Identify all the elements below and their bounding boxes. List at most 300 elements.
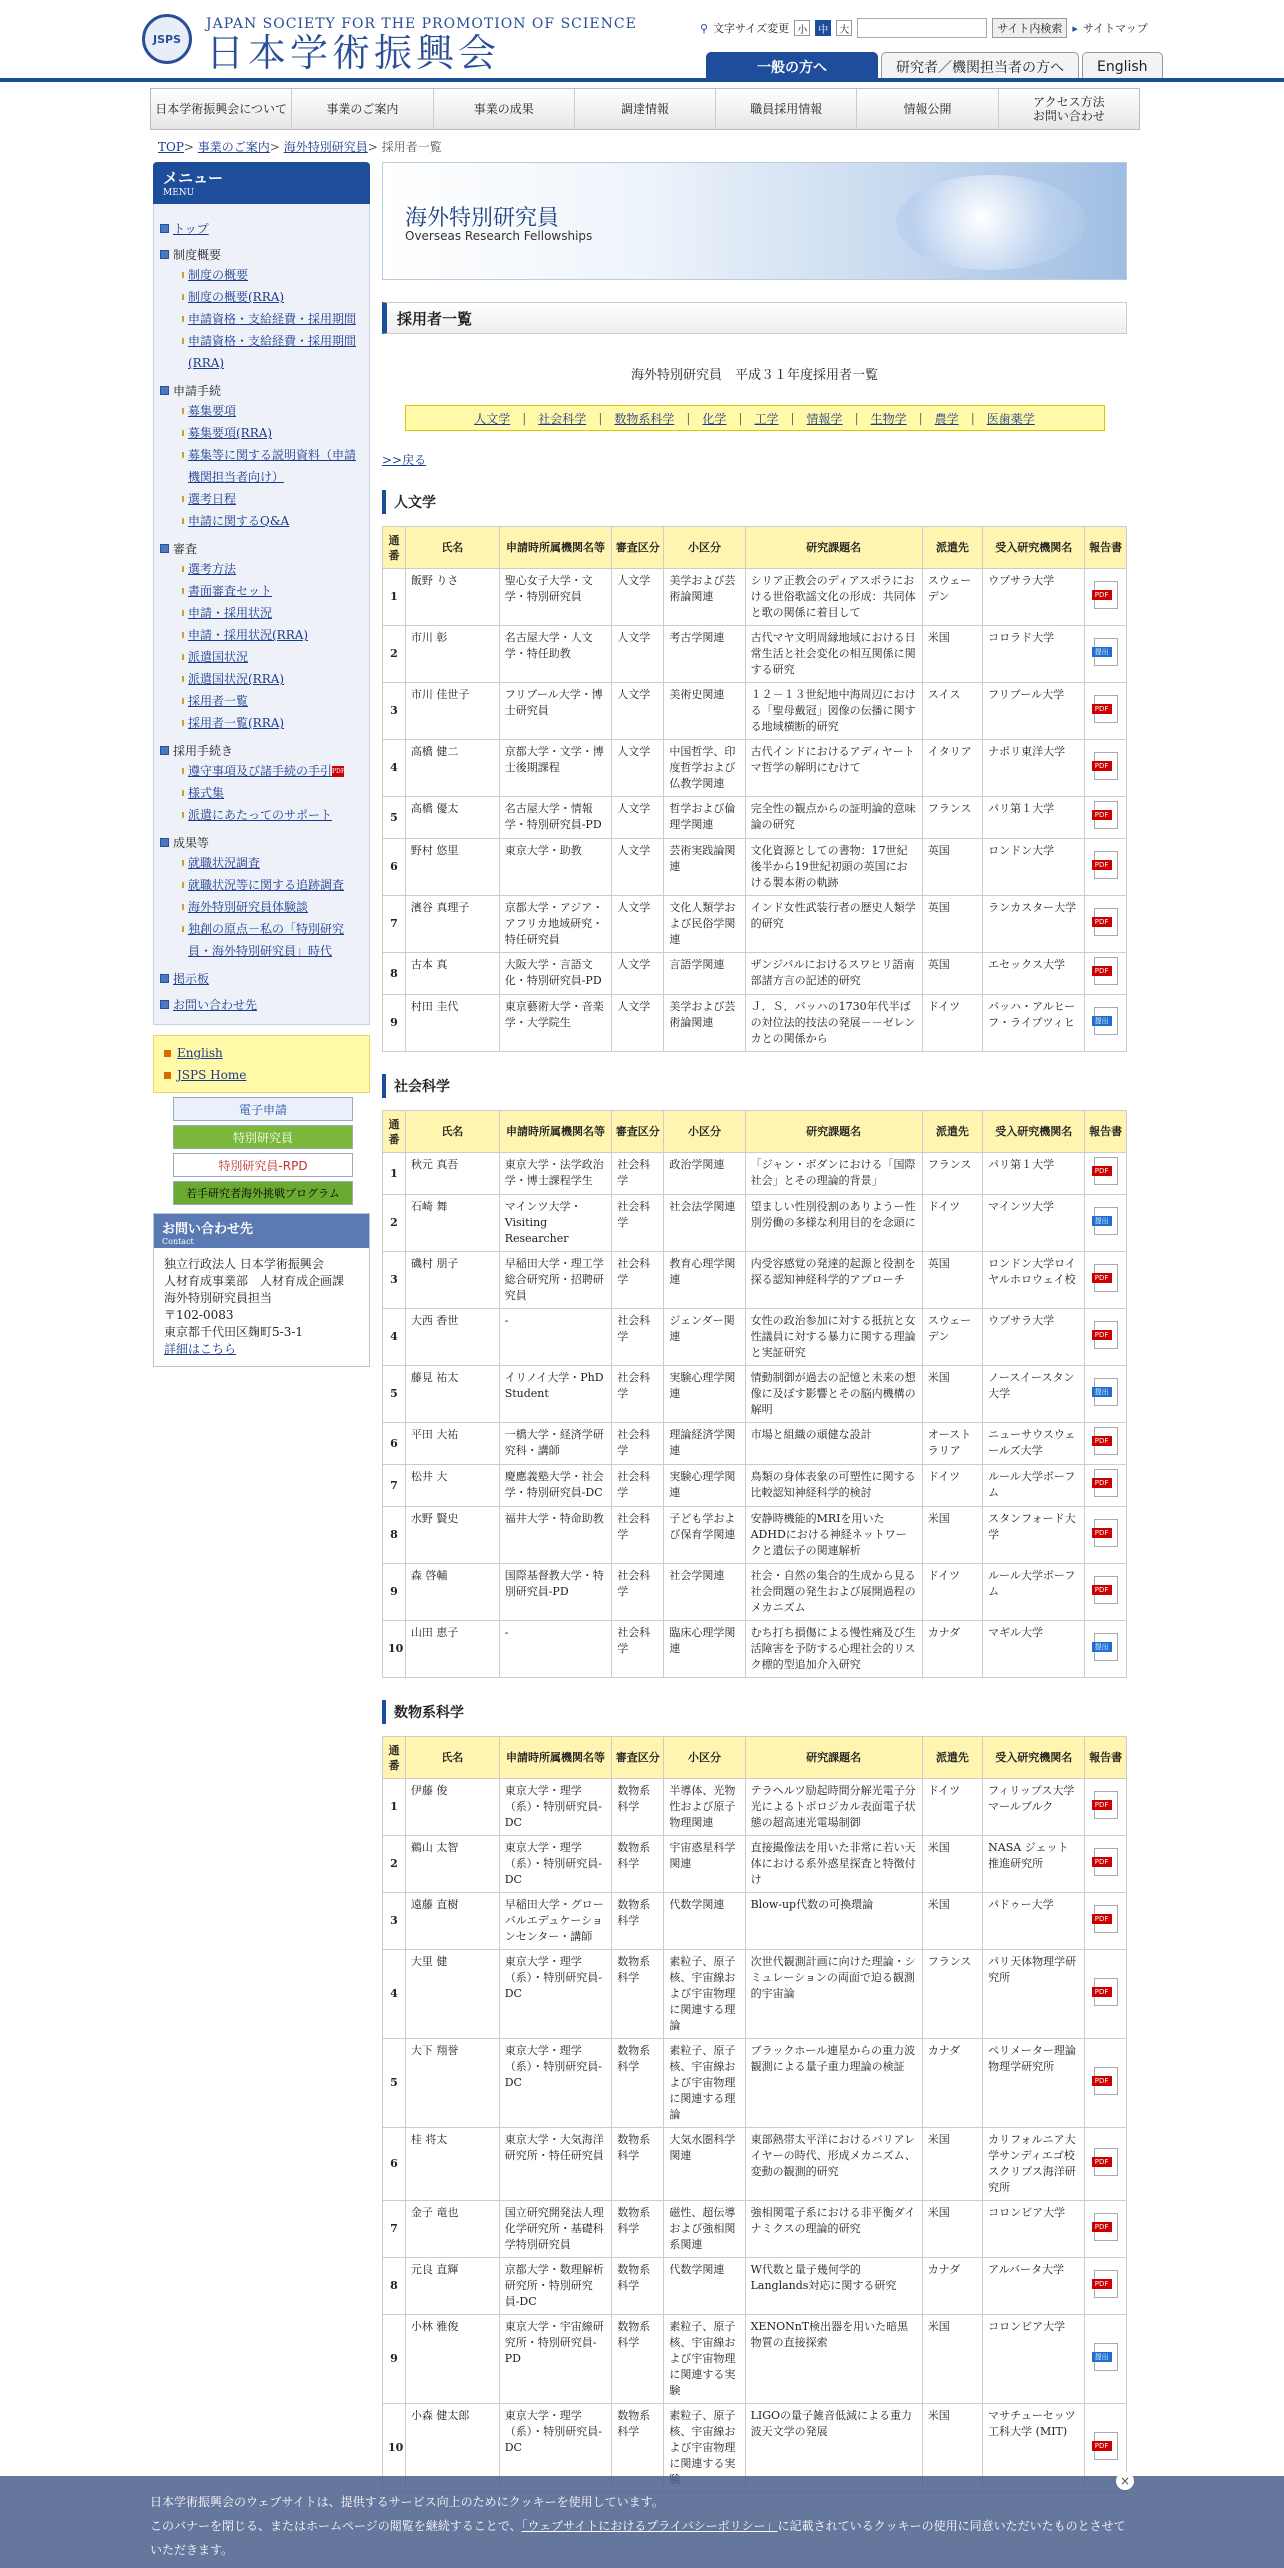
- audience-tabs: [706, 52, 1163, 80]
- fellow-name: 水野 賢史: [405, 1507, 499, 1564]
- destination-country: 英国: [922, 839, 982, 896]
- menu-item[interactable]: [182, 602, 363, 624]
- banner-fellowship[interactable]: 特別研究員: [173, 1125, 353, 1149]
- host-institution: マギル大学: [983, 1621, 1085, 1678]
- column-header: 研究課題名: [745, 1737, 922, 1779]
- table-row: [383, 626, 1127, 683]
- report-cell: [1085, 626, 1127, 683]
- report-label: PDF: [1092, 2222, 1112, 2232]
- column-header: 小区分: [664, 527, 745, 569]
- report-pending-icon[interactable]: [1094, 1378, 1118, 1406]
- tab-english[interactable]: English: [1082, 52, 1163, 80]
- category-separator: |: [854, 411, 859, 425]
- gnav-procurement[interactable]: 調達情報: [575, 89, 716, 129]
- report-pdf-icon[interactable]: [1094, 908, 1118, 936]
- table-row: [383, 797, 1127, 839]
- destination-country: ドイツ: [922, 1195, 982, 1252]
- review-area: 数物系科学: [612, 1836, 664, 1893]
- research-topic: 古代インドにおけるアディヤートマ哲学の解明にむけて: [745, 740, 922, 797]
- research-topic: XENONnT検出器を用いた暗黒物質の直接探索: [745, 2315, 922, 2404]
- menu-item[interactable]: [182, 760, 363, 782]
- hero-banner: [382, 162, 1127, 280]
- table-row: [383, 740, 1127, 797]
- affiliation: 東京大学・法学政治学・博士課程学生: [499, 1153, 612, 1195]
- menu-bullet-icon: [160, 250, 169, 259]
- report-pdf-icon[interactable]: [1094, 1848, 1118, 1876]
- sub-area: 言語学関連: [664, 953, 745, 995]
- category-separator: |: [918, 411, 923, 425]
- tab-researchers[interactable]: 研究者／機関担当者の方へ: [881, 52, 1079, 80]
- report-pdf-icon[interactable]: [1094, 752, 1118, 780]
- report-cell: [1085, 797, 1127, 839]
- menu-group-head[interactable]: [160, 996, 363, 1014]
- site-title-en[interactable]: JAPAN SOCIETY FOR THE PROMOTION OF SCIENCE: [206, 16, 637, 32]
- affiliation: 東京藝術大学・音楽学・大学院生: [499, 995, 612, 1052]
- report-cell: [1085, 896, 1127, 953]
- report-cell: [1085, 995, 1127, 1052]
- review-area: 社会科学: [612, 1153, 664, 1195]
- column-header: 小区分: [664, 1737, 745, 1779]
- review-area: 数物系科学: [612, 2315, 664, 2404]
- category-link[interactable]: 生物学: [870, 411, 907, 426]
- fellow-name: 高橋 健二: [405, 740, 499, 797]
- affiliation: 東京大学・理学（系）・特別研究員-DC: [499, 1836, 612, 1893]
- report-label: PDF: [1092, 1478, 1112, 1488]
- row-number: 6: [383, 1423, 406, 1465]
- column-header: 通番: [383, 527, 406, 569]
- gnav-access[interactable]: アクセス方法 お問い合わせ: [1032, 95, 1105, 123]
- destination-country: 英国: [922, 896, 982, 953]
- menu-item-link[interactable]: 募集要項: [188, 404, 237, 418]
- menu-item[interactable]: [182, 668, 363, 690]
- report-cell: [1085, 1621, 1127, 1678]
- menu-item-link[interactable]: 派遣国状況: [188, 650, 249, 664]
- gnav-programs[interactable]: 事業のご案内: [292, 89, 433, 129]
- category-separator: |: [790, 411, 795, 425]
- menu-item[interactable]: [182, 510, 363, 532]
- menu-item-link[interactable]: 申請・採用状況: [188, 606, 273, 620]
- report-pdf-icon[interactable]: [1094, 2148, 1118, 2176]
- main-content: [382, 162, 1127, 2493]
- menu-item-link[interactable]: 派遣国状況(RRA): [188, 672, 285, 686]
- report-label: 提出中: [1092, 1216, 1112, 1226]
- table-row: [383, 1950, 1127, 2039]
- menu-header: [153, 162, 370, 204]
- affiliation: 京都大学・アジア・アフリカ地域研究・特任研究員: [499, 896, 612, 953]
- research-topic: 内受容感覚の発達的起源と役割を探る認知神経科学的アプローチ: [745, 1252, 922, 1309]
- report-cell: [1085, 1893, 1127, 1950]
- research-topic: ブラックホール連星からの重力波観測による量子重力理論の検証: [745, 2039, 922, 2128]
- column-header: 審査区分: [612, 527, 664, 569]
- affiliation: 大阪大学・言語文化・特別研究員-PD: [499, 953, 612, 995]
- menu-group-head[interactable]: [160, 220, 363, 238]
- menu-item[interactable]: [182, 624, 363, 646]
- report-pdf-icon[interactable]: [1094, 851, 1118, 879]
- report-pdf-icon[interactable]: [1094, 801, 1118, 829]
- menu-item[interactable]: [182, 852, 363, 874]
- menu-group: [160, 220, 363, 238]
- row-number: 8: [383, 953, 406, 995]
- affiliation: 早稲田大学・グローバルエデュケーションセンター・講師: [499, 1893, 612, 1950]
- menu-item[interactable]: [182, 308, 363, 330]
- sub-area: 実験心理学関連: [664, 1366, 745, 1423]
- report-pdf-icon[interactable]: [1094, 695, 1118, 723]
- site-search-button[interactable]: サイト内検索: [992, 18, 1067, 38]
- contact-detail-link[interactable]: 詳細はこちら: [164, 1342, 237, 1356]
- fellow-name: 伊藤 俊: [405, 1779, 499, 1836]
- header-rule: [0, 78, 1284, 82]
- menu-item[interactable]: [182, 264, 363, 286]
- affiliation: 東京大学・理学（系）・特別研究員-DC: [499, 2404, 612, 2493]
- menu-group: [160, 382, 363, 532]
- gnav-results[interactable]: 事業の成果: [434, 89, 575, 129]
- report-cell: [1085, 1309, 1127, 1366]
- row-number: 7: [383, 2201, 406, 2258]
- research-topic: シリア正教会のディアスポラにおける世俗歌謡文化の形成：共同体と歌の関係に着目して: [745, 569, 922, 626]
- menu-item-link[interactable]: 就職状況等に関する追跡調査: [188, 878, 345, 892]
- research-topic: 直接撮像法を用いた非常に若い天体における系外惑星探査と特徴付け: [745, 1836, 922, 1893]
- report-label: PDF: [1092, 1436, 1112, 1446]
- menu-item-link[interactable]: 募集等に関する説明資料（申請機関担当者向け）: [188, 448, 357, 484]
- review-area: 社会科学: [612, 1507, 664, 1564]
- report-cell: [1085, 1465, 1127, 1507]
- report-cell: [1085, 1564, 1127, 1621]
- host-institution: エセックス大学: [983, 953, 1085, 995]
- font-size-small[interactable]: 小: [794, 20, 810, 36]
- menu-group-label: 申請手続: [173, 384, 222, 398]
- report-pdf-icon[interactable]: [1094, 1264, 1118, 1292]
- destination-country: フランス: [922, 1950, 982, 2039]
- pdf-icon: PDF: [332, 768, 346, 775]
- fellow-name: 市川 彰: [405, 626, 499, 683]
- menu-item[interactable]: [182, 580, 363, 602]
- sub-area: 社会法学関連: [664, 1195, 745, 1252]
- menu-item-link[interactable]: 申請資格・支給経費・採用期間: [188, 312, 357, 326]
- sub-area: 政治学関連: [664, 1153, 745, 1195]
- category-link[interactable]: 人文学: [474, 411, 511, 426]
- category-separator: |: [598, 411, 603, 425]
- table-row: [383, 2039, 1127, 2128]
- report-label: PDF: [1092, 704, 1112, 714]
- report-pdf-icon[interactable]: [1094, 1427, 1118, 1455]
- host-institution: ロンドン大学: [983, 839, 1085, 896]
- review-area: 社会科学: [612, 1423, 664, 1465]
- menu-item-link[interactable]: 申請資格・支給経費・採用期間(RRA): [188, 334, 357, 370]
- jsps-home-link[interactable]: JSPS Home: [177, 1068, 247, 1082]
- fellow-name: 山田 恵子: [405, 1621, 499, 1678]
- menu-item-link[interactable]: 海外特別研究員体験談: [188, 900, 309, 914]
- banner-overseas-challenge[interactable]: 若手研究者海外挑戦プログラム: [173, 1181, 353, 1205]
- report-pending-icon[interactable]: [1094, 1633, 1118, 1661]
- breadcrumb-top[interactable]: TOP: [158, 140, 184, 154]
- category-separator: |: [686, 411, 691, 425]
- destination-country: 英国: [922, 953, 982, 995]
- report-pdf-icon[interactable]: [1094, 2213, 1118, 2241]
- table-row: [383, 1423, 1127, 1465]
- breadcrumb-programs[interactable]: 事業のご案内: [197, 140, 270, 154]
- table-header-row: [383, 1737, 1127, 1779]
- sub-area: 社会学関連: [664, 1564, 745, 1621]
- font-size-large[interactable]: 大: [836, 20, 852, 36]
- sub-area: 半導体、光物性および原子物理関連: [664, 1779, 745, 1836]
- column-header: 受入研究機関名: [983, 1111, 1085, 1153]
- report-cell: [1085, 569, 1127, 626]
- back-link[interactable]: >>戻る: [382, 453, 427, 467]
- menu-bullet-icon: [160, 838, 169, 847]
- menu-item[interactable]: [182, 488, 363, 510]
- menu-item[interactable]: [182, 444, 363, 488]
- menu-group-head: [160, 382, 363, 400]
- fellow-name: 元良 直輝: [405, 2258, 499, 2315]
- report-label: PDF: [1092, 810, 1112, 820]
- destination-country: ドイツ: [922, 1779, 982, 1836]
- menu-item-link[interactable]: 派遣にあたってのサポート: [188, 808, 333, 822]
- row-number: 10: [383, 2404, 406, 2493]
- sub-area: ジェンダー関連: [664, 1309, 745, 1366]
- site-search-input[interactable]: [857, 18, 987, 38]
- sub-area: 理論経済学関連: [664, 1423, 745, 1465]
- menu-item[interactable]: [182, 330, 363, 374]
- report-label: PDF: [1092, 917, 1112, 927]
- review-area: 人文学: [612, 995, 664, 1052]
- page-title: 海外特別研究員 平成３１年度採用者一覧: [630, 368, 878, 383]
- report-pdf-icon[interactable]: [1094, 1791, 1118, 1819]
- banner-e-application[interactable]: 電子申請: [173, 1097, 353, 1121]
- review-area: 数物系科学: [612, 2201, 664, 2258]
- sub-area: 素粒子、原子核、宇宙線および宇宙物理に関連する実験: [664, 2315, 745, 2404]
- report-pdf-icon[interactable]: [1094, 2067, 1118, 2095]
- menu-group-label: 制度概要: [173, 248, 222, 262]
- review-area: 人文学: [612, 683, 664, 740]
- privacy-policy-link[interactable]: 「ウェブサイトにおけるプライバシーポリシー」: [521, 2519, 778, 2533]
- category-link[interactable]: 医歯薬学: [986, 411, 1035, 426]
- report-pdf-icon[interactable]: [1094, 1978, 1118, 2006]
- menu-item[interactable]: [182, 712, 363, 734]
- report-pdf-icon[interactable]: [1094, 2432, 1118, 2460]
- menu-item-link[interactable]: 様式集: [188, 786, 225, 800]
- menu-item-link[interactable]: 就職状況調査: [188, 856, 261, 870]
- row-number: 3: [383, 683, 406, 740]
- sub-area: 臨床心理学関連: [664, 1621, 745, 1678]
- review-area: 数物系科学: [612, 1779, 664, 1836]
- menu-item[interactable]: [182, 400, 363, 422]
- menu-item-link[interactable]: 独創の原点－私の「特別研究員・海外特別研究員」時代: [188, 922, 345, 958]
- report-label: PDF: [1092, 1585, 1112, 1595]
- review-area: 数物系科学: [612, 1950, 664, 2039]
- search-icon: ⚲: [700, 21, 709, 35]
- row-number: 9: [383, 995, 406, 1052]
- host-institution: ロンドン大学ロイヤルホロウェイ校: [983, 1252, 1085, 1309]
- menu-item-link[interactable]: 選考方法: [188, 562, 237, 576]
- menu-item[interactable]: [182, 646, 363, 668]
- report-pdf-icon[interactable]: [1094, 1469, 1118, 1497]
- menu-item[interactable]: [182, 782, 363, 804]
- menu-group: [160, 970, 363, 988]
- review-area: 社会科学: [612, 1621, 664, 1678]
- menu-group-label[interactable]: トップ: [173, 222, 209, 236]
- column-header: 審査区分: [612, 1737, 664, 1779]
- report-label: PDF: [1092, 1914, 1112, 1924]
- menu-group-head[interactable]: [160, 970, 363, 988]
- font-size-medium[interactable]: 中: [815, 20, 831, 36]
- menu-item-link[interactable]: 申請・採用状況(RRA): [188, 628, 309, 642]
- menu-item[interactable]: [182, 918, 363, 962]
- menu-group: [160, 996, 363, 1014]
- menu-item-link[interactable]: 書面審査セット: [188, 584, 273, 598]
- fellow-name: 藤見 祐太: [405, 1366, 499, 1423]
- category-link[interactable]: 化学: [702, 411, 727, 426]
- host-institution: ウプサラ大学: [983, 1309, 1085, 1366]
- report-cell: [1085, 1195, 1127, 1252]
- sub-area: 実験心理学関連: [664, 1465, 745, 1507]
- report-pdf-icon[interactable]: [1094, 1905, 1118, 1933]
- category-link[interactable]: 情報学: [806, 411, 843, 426]
- report-pdf-icon[interactable]: [1094, 1519, 1118, 1547]
- menu-item-link[interactable]: 採用者一覧(RRA): [188, 716, 285, 730]
- affiliation: イリノイ大学・PhD Student: [499, 1366, 612, 1423]
- lang-english-link[interactable]: English: [177, 1046, 223, 1060]
- menu-group-head: [160, 742, 363, 760]
- destination-country: 米国: [922, 1507, 982, 1564]
- report-pdf-icon[interactable]: [1094, 1576, 1118, 1604]
- report-pdf-icon[interactable]: [1094, 2270, 1118, 2298]
- affiliation: フリブール大学・博士研究員: [499, 683, 612, 740]
- affiliation: 早稲田大学・理工学総合研究所・招聘研究員: [499, 1252, 612, 1309]
- host-institution: アルバータ大学: [983, 2258, 1085, 2315]
- column-header: 報告書: [1085, 1111, 1127, 1153]
- destination-country: カナダ: [922, 1621, 982, 1678]
- report-pdf-icon[interactable]: [1094, 957, 1118, 985]
- column-header: 報告書: [1085, 527, 1127, 569]
- menu-item[interactable]: [182, 422, 363, 444]
- menu-item[interactable]: [182, 804, 363, 826]
- review-area: 社会科学: [612, 1465, 664, 1507]
- menu-item-link[interactable]: 募集要項(RRA): [188, 426, 273, 440]
- sitemap-link[interactable]: サイトマップ: [1082, 22, 1148, 35]
- menu-group-label: 成果等: [173, 836, 210, 850]
- category-link[interactable]: 社会科学: [538, 411, 587, 426]
- column-header: 小区分: [664, 1111, 745, 1153]
- report-label: PDF: [1092, 1857, 1112, 1867]
- menu-item-link[interactable]: 遵守事項及び諸手続の手引: [188, 764, 333, 778]
- menu-item[interactable]: [182, 690, 363, 712]
- gnav-disclosure[interactable]: 情報公開: [857, 89, 998, 129]
- host-institution: パドゥー大学: [983, 1893, 1085, 1950]
- category-link[interactable]: 農学: [934, 411, 959, 426]
- sub-area: 考古学関連: [664, 626, 745, 683]
- hero-subtitle: Overseas Research Fellowships: [405, 229, 593, 243]
- table-header-row: [383, 1111, 1127, 1153]
- destination-country: 米国: [922, 626, 982, 683]
- affiliation: 福井大学・特命助教: [499, 1507, 612, 1564]
- site-title-jp[interactable]: 日本学術振興会: [206, 31, 501, 75]
- fellow-name: 濱谷 真理子: [405, 896, 499, 953]
- menu-item[interactable]: [182, 896, 363, 918]
- report-pending-icon[interactable]: [1094, 638, 1118, 666]
- affiliation: 東京大学・大気海洋研究所・特任研究員: [499, 2128, 612, 2201]
- menu-group-label[interactable]: お問い合わせ先: [173, 998, 258, 1012]
- menu-item-link[interactable]: 申請に関するQ&A: [188, 514, 290, 528]
- table-row: [383, 1366, 1127, 1423]
- research-topic: テラヘルツ励起時間分解光電子分光によるトポロジカル表面電子状態の超高速光電場制御: [745, 1779, 922, 1836]
- review-area: 人文学: [612, 839, 664, 896]
- table-header-row: [383, 527, 1127, 569]
- affiliation: 京都大学・数理解析研究所・特別研究員-DC: [499, 2258, 612, 2315]
- host-institution: ペリメーター理論物理学研究所: [983, 2039, 1085, 2128]
- sub-area: 芸術実践論関連: [664, 839, 745, 896]
- affiliation: 東京大学・理学（系）・特別研究員-DC: [499, 1779, 612, 1836]
- report-pdf-icon[interactable]: [1094, 1321, 1118, 1349]
- gnav-about[interactable]: 日本学術振興会について: [151, 89, 292, 129]
- host-institution: フィリップス大学マールブルク: [983, 1779, 1085, 1836]
- sub-area: 素粒子、原子核、宇宙線および宇宙物理に関連する理論: [664, 2039, 745, 2128]
- report-label: PDF: [1092, 1987, 1112, 1997]
- column-header: 受入研究機関名: [983, 527, 1085, 569]
- category-link[interactable]: 数物系科学: [614, 411, 675, 426]
- report-pdf-icon[interactable]: [1094, 1157, 1118, 1185]
- report-label: PDF: [1092, 1800, 1112, 1810]
- destination-country: 米国: [922, 2315, 982, 2404]
- host-institution: ウプサラ大学: [983, 569, 1085, 626]
- report-cell: [1085, 2315, 1127, 2404]
- column-header: 派遣先: [922, 1737, 982, 1779]
- menu-item[interactable]: [182, 558, 363, 580]
- report-cell: [1085, 839, 1127, 896]
- tab-general[interactable]: 一般の方へ: [706, 52, 878, 80]
- menu-item[interactable]: [182, 286, 363, 308]
- affiliation: 東京大学・宇宙線研究所・特別研究員-PD: [499, 2315, 612, 2404]
- menu-group-label[interactable]: 掲示板: [173, 972, 210, 986]
- tables-container: [382, 490, 1127, 2493]
- breadcrumb-fellowships[interactable]: 海外特別研究員: [283, 140, 368, 154]
- row-number: 7: [383, 1465, 406, 1507]
- host-institution: コロラド大学: [983, 626, 1085, 683]
- sub-area: 代数学関連: [664, 1893, 745, 1950]
- fellow-name: 村田 圭代: [405, 995, 499, 1052]
- report-label: PDF: [1092, 1273, 1112, 1283]
- category-link[interactable]: 工学: [754, 411, 779, 426]
- menu-title: メニュー: [163, 169, 224, 187]
- gnav-recruit[interactable]: 職員採用情報: [716, 89, 857, 129]
- menu-item-link[interactable]: 採用者一覧: [188, 694, 249, 708]
- report-pending-icon[interactable]: [1094, 1207, 1118, 1235]
- row-number: 5: [383, 2039, 406, 2128]
- menu-item-link[interactable]: 選考日程: [188, 492, 237, 506]
- review-area: 社会科学: [612, 1309, 664, 1366]
- menu-bullet-icon: [160, 1000, 169, 1009]
- report-pending-icon[interactable]: [1094, 1007, 1118, 1035]
- affiliation: -: [499, 1309, 612, 1366]
- contact-line: 海外特別研究員担当: [164, 1291, 273, 1305]
- research-topic: ザンジバルにおけるスワヒリ語南部諸方言の記述的研究: [745, 953, 922, 995]
- report-pdf-icon[interactable]: [1094, 581, 1118, 609]
- menu-item-link[interactable]: 制度の概要: [188, 268, 249, 282]
- menu-item-link[interactable]: 制度の概要(RRA): [188, 290, 285, 304]
- column-header: 申請時所属機関名等: [499, 1111, 612, 1153]
- menu-item[interactable]: [182, 874, 363, 896]
- menu-bullet-icon: [160, 386, 169, 395]
- contact-subtitle: Contact: [162, 1237, 194, 1246]
- affiliation: 慶應義塾大学・社会学・特別研究員-DC: [499, 1465, 612, 1507]
- jsps-logo[interactable]: JSPS: [142, 14, 192, 64]
- cookie-close-button[interactable]: ×: [1116, 2472, 1134, 2490]
- destination-country: 英国: [922, 1252, 982, 1309]
- destination-country: フランス: [922, 1153, 982, 1195]
- report-pending-icon[interactable]: [1094, 2343, 1118, 2371]
- report-cell: [1085, 1836, 1127, 1893]
- banner-rpd[interactable]: 特別研究員-RPD: [173, 1153, 353, 1177]
- report-cell: [1085, 1423, 1127, 1465]
